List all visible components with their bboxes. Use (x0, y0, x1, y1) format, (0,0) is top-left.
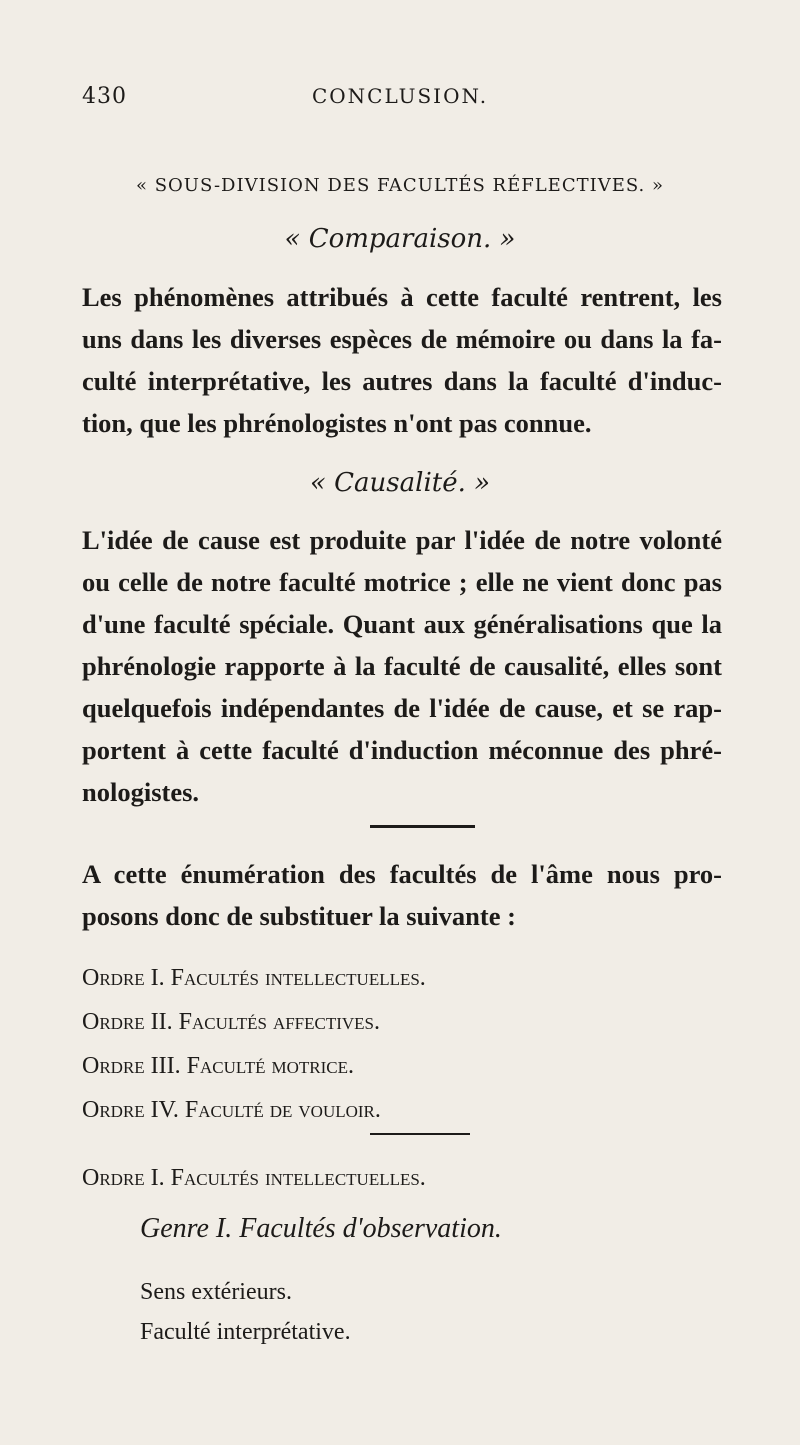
order-name: Facultés intellectuelles. (170, 1165, 426, 1191)
paragraph-line: phrénologie rapporte à la faculté de causalité, elles sont (82, 651, 722, 681)
list-item: Sens extérieurs. (140, 1279, 292, 1305)
page-number: 430 (82, 84, 127, 109)
list-item (82, 956, 742, 1000)
list-item: Faculté interprétative. (140, 1319, 351, 1345)
paragraph-enumeration (82, 853, 722, 937)
order-label: Ordre I. (82, 965, 165, 991)
paragraph-line: nologistes. (82, 777, 200, 807)
paragraph-comparaison (82, 276, 722, 444)
orders-list (82, 956, 742, 1132)
paragraph-line: A cette énumération des facultés de l'âme nous pro- (82, 859, 722, 889)
paragraph-line: quelquefois indépendantes de l'idée de cause, et se rap- (82, 693, 722, 723)
paragraph-line: ou celle de notre faculté motrice ; elle ne vient donc pas (82, 567, 722, 597)
paragraph-line: culté interprétative, les autres dans la faculté d'induc- (82, 366, 722, 396)
order-name: Facultés affectives. (178, 1009, 381, 1035)
genre-heading: Genre I. Facultés d'observation. (140, 1213, 502, 1244)
paragraph-line: uns dans les diverses espèces de mémoire ou dans la fa- (82, 324, 722, 354)
section-heading-causalite: « Causalité. » (309, 468, 491, 498)
paragraph-line: posons donc de substituer la suivante : (82, 901, 516, 931)
order-label: Ordre I. (82, 1165, 165, 1191)
running-title: CONCLUSION. (311, 84, 489, 108)
order-heading (82, 1165, 426, 1192)
list-item (82, 1088, 742, 1132)
paragraph-line: Les phénomènes attribués à cette faculté rentrent, les (82, 282, 722, 312)
paragraph-causalite (82, 519, 722, 813)
paragraph-line: portent à cette faculté d'induction méconnue des phré- (82, 735, 722, 765)
list-item (82, 1044, 742, 1088)
running-header (0, 84, 800, 114)
section-heading-comparaison: « Comparaison. » (284, 224, 516, 254)
genre-items (140, 1272, 351, 1352)
paragraph-line: d'une faculté spéciale. Quant aux généralisations que la (82, 609, 722, 639)
list-item (82, 1000, 742, 1044)
order-name: Facultés intellectuelles. (170, 965, 426, 991)
order-label: Ordre IV. (82, 1097, 179, 1123)
order-label: Ordre III. (82, 1053, 181, 1079)
section-divider (370, 825, 475, 828)
subdivision-title: « SOUS-DIVISION DES FACULTÉS RÉFLECTIVES. » (135, 175, 664, 196)
paragraph-line: tion, que les phrénologistes n'ont pas connue. (82, 408, 592, 438)
order-label: Ordre II. (82, 1009, 173, 1035)
order-name: Faculté motrice. (186, 1053, 354, 1079)
paragraph-line: L'idée de cause est produite par l'idée de notre volonté (82, 525, 722, 555)
order-name: Faculté de vouloir. (184, 1097, 381, 1123)
section-divider (370, 1133, 470, 1135)
